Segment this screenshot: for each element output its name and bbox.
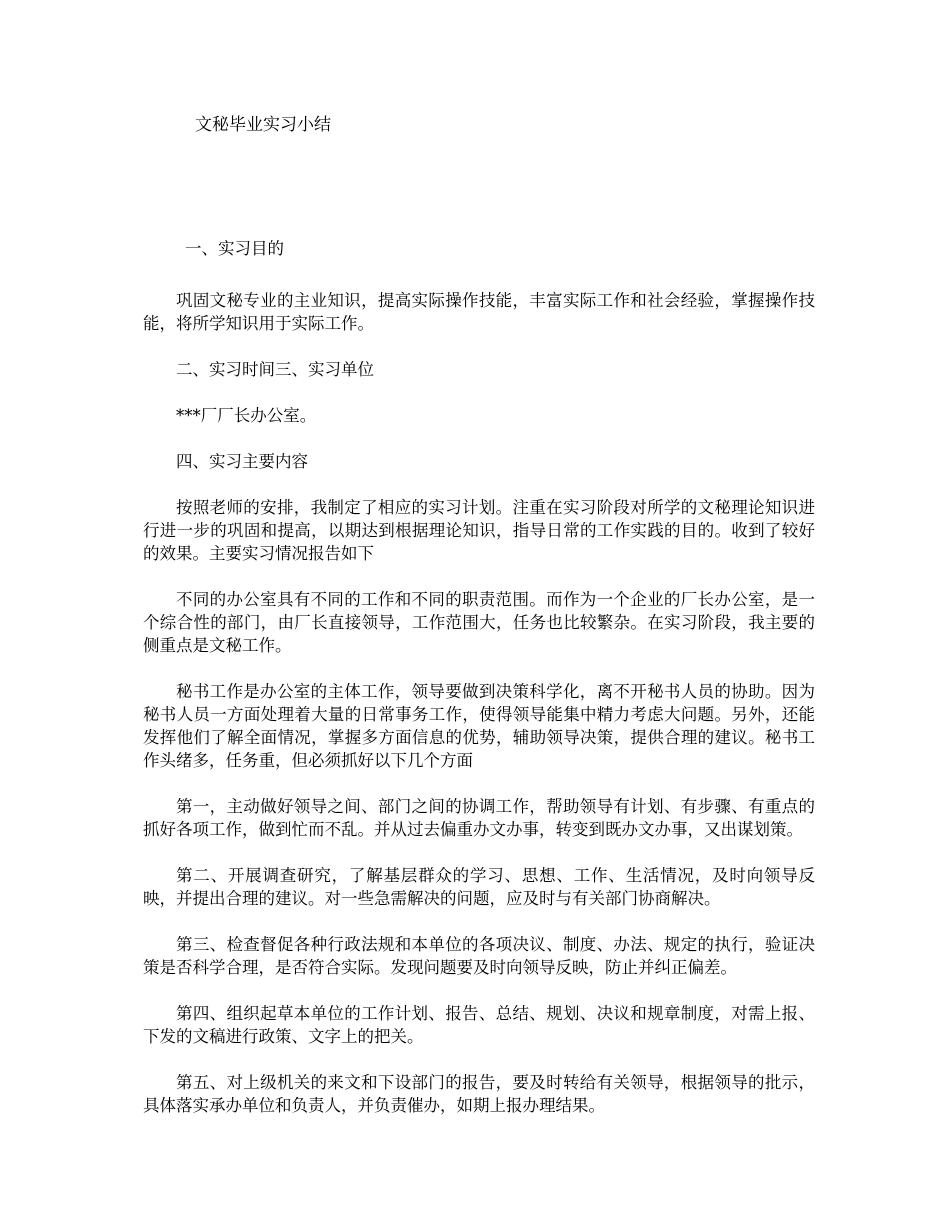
paragraph-purpose: 巩固文秘专业的主业知识，提高实际操作技能，丰富实际工作和社会经验，掌握操作技能，将所学知识用于实际工作。 <box>143 291 815 333</box>
document-title: 文秘毕业实习小结 <box>195 115 331 135</box>
section-heading-content: 四、实习主要内容 <box>176 452 308 471</box>
paragraph-secretary-work: 秘书工作是办公室的主体工作，领导要做到决策科学化，离不开秘书人员的协助。因为秘书人员一方面处理着大量的日常事务工作，使得领导能集中精力考虑大问题。另外，还能发挥他们了解全面情况，掌握多方面信息的优势，辅助领导决策，提供合理的建议。秘书工作头绪多，任务重，但必须抓好以下几个方面 <box>143 682 815 770</box>
paragraph-point-3: 第三、检查督促各种行政法规和本单位的各项决议、制度、办法、规定的执行，验证决策是否科学合理，是否符合实际。发现问题要及时向领导反映，防止并纠正偏差。 <box>143 935 815 977</box>
document-body <box>143 237 815 1140</box>
section-heading-time-unit: 二、实习时间三、实习单位 <box>176 360 374 379</box>
paragraph-office: 不同的办公室具有不同的工作和不同的职责范围。而作为一个企业的厂长办公室，是一个综合性的部门，由厂长直接领导，工作范围大，任务也比较繁杂。在实习阶段，我主要的侧重点是文秘工作。 <box>143 590 815 655</box>
paragraph-unit: ***厂厂长办公室。 <box>176 406 317 425</box>
paragraph-point-1: 第一，主动做好领导之间、部门之间的协调工作，帮助领导有计划、有步骤、有重点的抓好各项工作，做到忙而不乱。并从过去偏重办文办事，转变到既办文办事，又出谋划策。 <box>143 797 815 839</box>
paragraph-point-2: 第二、开展调查研究，了解基层群众的学习、思想、工作、生活情况，及时向领导反映，并提出合理的建议。对一些急需解决的问题，应及时与有关部门协商解决。 <box>143 866 815 908</box>
paragraph-plan: 按照老师的安排，我制定了相应的实习计划。注重在实习阶段对所学的文秘理论知识进行进一步的巩固和提高，以期达到根据理论知识，指导日常的工作实践的目的。收到了较好的效果。主要实习情况报告如下 <box>143 498 815 563</box>
paragraph-point-5: 第五、对上级机关的来文和下设部门的报告，要及时转给有关领导，根据领导的批示，具体落实承办单位和负责人，并负责催办，如期上报办理结果。 <box>143 1073 815 1115</box>
section-heading-purpose: 一、实习目的 <box>185 239 284 258</box>
paragraph-point-4: 第四、组织起草本单位的工作计划、报告、总结、规划、决议和规章制度，对需上报、下发的文稿进行政策、文字上的把关。 <box>143 1004 815 1046</box>
